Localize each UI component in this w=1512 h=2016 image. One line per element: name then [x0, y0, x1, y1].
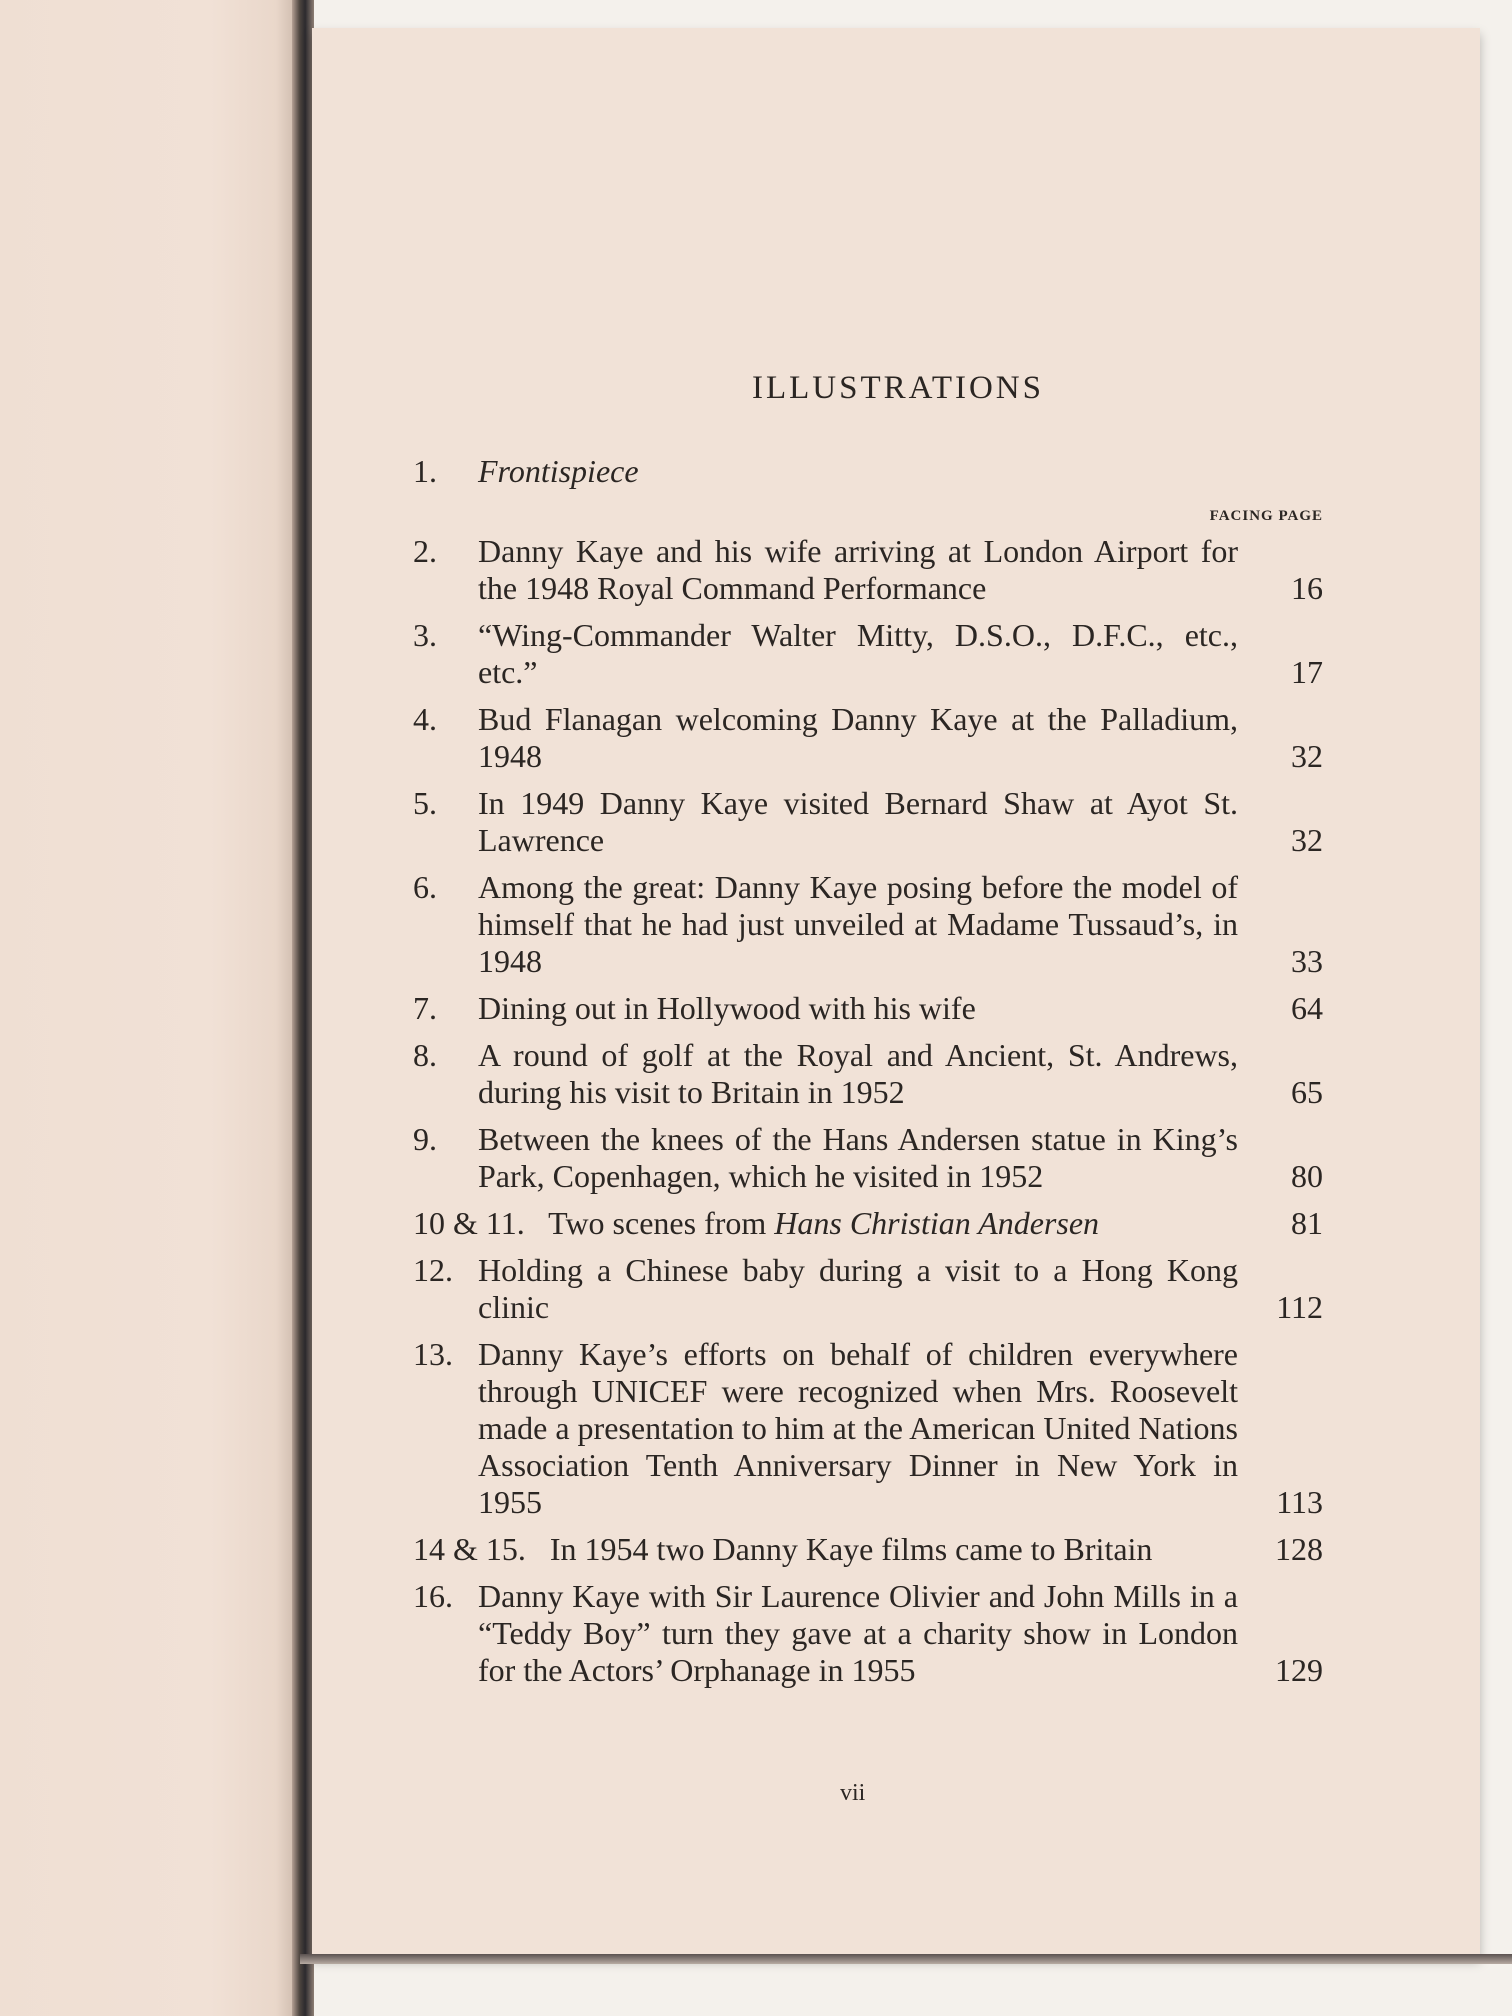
list-item	[413, 1252, 1323, 1326]
item-text: Danny Kaye with Sir Laurence Olivier and John Mills in a “Teddy Boy” turn they gave at a charity show in London for the Actors’ Orphanage in 1955	[478, 1578, 1238, 1688]
list-item	[413, 617, 1323, 691]
item-number: 14 & 15.	[413, 1531, 526, 1567]
item-text: Dining out in Hollywood with his wife	[478, 990, 976, 1026]
left-page	[0, 0, 300, 2016]
item-text: Among the great: Danny Kaye posing before the model of himself that he had just unveiled at Madame Tussaud’s, in 1948	[478, 869, 1238, 979]
item-page: 112	[1276, 1289, 1323, 1325]
item-number: 6.	[413, 869, 437, 905]
item-number: 4.	[413, 701, 437, 737]
list-item	[413, 1531, 1323, 1568]
facing-page-header: FACING PAGE	[1209, 508, 1323, 524]
item-text	[413, 1205, 1238, 1242]
item-page: 129	[1275, 1652, 1323, 1688]
list-item	[413, 990, 1323, 1027]
item-page: 32	[1291, 822, 1323, 858]
list-item	[413, 869, 1323, 980]
list-item	[413, 1121, 1323, 1195]
item-text: A round of golf at the Royal and Ancient, St. Andrews, during his visit to Britain in 1952	[478, 1037, 1238, 1110]
item-number: 3.	[413, 617, 437, 653]
item-number: 8.	[413, 1037, 437, 1073]
item-page: 32	[1291, 738, 1323, 774]
list-item	[413, 1578, 1323, 1689]
item-text: Danny Kaye and his wife arriving at London Airport for the 1948 Royal Command Performance	[478, 533, 1238, 606]
item-number: 10 & 11.	[413, 1205, 525, 1241]
item-text: Frontispiece	[478, 453, 639, 489]
item-page: 128	[1275, 1531, 1323, 1567]
list-item	[413, 785, 1323, 859]
item-number: 16.	[413, 1578, 453, 1614]
illustrations-list	[413, 370, 1323, 1699]
item-number: 2.	[413, 533, 437, 569]
item-number: 13.	[413, 1336, 453, 1372]
page-title: ILLUSTRATIONS	[752, 370, 1044, 406]
item-page: 16	[1291, 570, 1323, 606]
item-text-italic: Hans Christian Andersen	[774, 1205, 1100, 1241]
item-number: 7.	[413, 990, 437, 1026]
item-number: 5.	[413, 785, 437, 821]
item-text: Danny Kaye’s efforts on behalf of children everywhere through UNICEF were recognized when Mrs. Roosevelt made a presentation to him at the American United Nations Association Tenth Anniversary Dinner in New York in 1955	[478, 1336, 1238, 1520]
item-text-body: In 1954 two Danny Kaye films came to Britain	[549, 1531, 1153, 1567]
item-text: Bud Flanagan welcoming Danny Kaye at the Palladium, 1948	[478, 701, 1238, 774]
list-item-frontispiece	[413, 453, 1323, 490]
list-item	[413, 1037, 1323, 1111]
list-item	[413, 701, 1323, 775]
item-page: 64	[1291, 990, 1323, 1026]
book-gutter	[292, 0, 314, 2016]
item-text-pre: Two scenes from	[548, 1205, 775, 1241]
item-number: 1.	[413, 453, 437, 489]
page-folio: vii	[840, 1780, 866, 1806]
item-number: 9.	[413, 1121, 437, 1157]
item-text: Between the knees of the Hans Andersen statue in King’s Park, Copenhagen, which he visited in 1952	[478, 1121, 1238, 1194]
item-page: 33	[1291, 943, 1323, 979]
list-item	[413, 1205, 1323, 1242]
item-text: In 1949 Danny Kaye visited Bernard Shaw at Ayot St. Lawrence	[478, 785, 1238, 858]
item-page: 80	[1291, 1158, 1323, 1194]
item-text: Holding a Chinese baby during a visit to a Hong Kong clinic	[478, 1252, 1238, 1325]
item-page: 113	[1276, 1484, 1323, 1520]
item-text	[413, 1531, 1238, 1568]
item-page: 81	[1291, 1205, 1323, 1241]
item-page: 65	[1291, 1074, 1323, 1110]
item-text: “Wing-Commander Walter Mitty, D.S.O., D.F.C., etc., etc.”	[478, 617, 1238, 690]
page-bottom-edge	[300, 1954, 1512, 1964]
item-number: 12.	[413, 1252, 453, 1288]
list-item	[413, 1336, 1323, 1521]
item-page: 17	[1291, 654, 1323, 690]
list-item	[413, 533, 1323, 607]
